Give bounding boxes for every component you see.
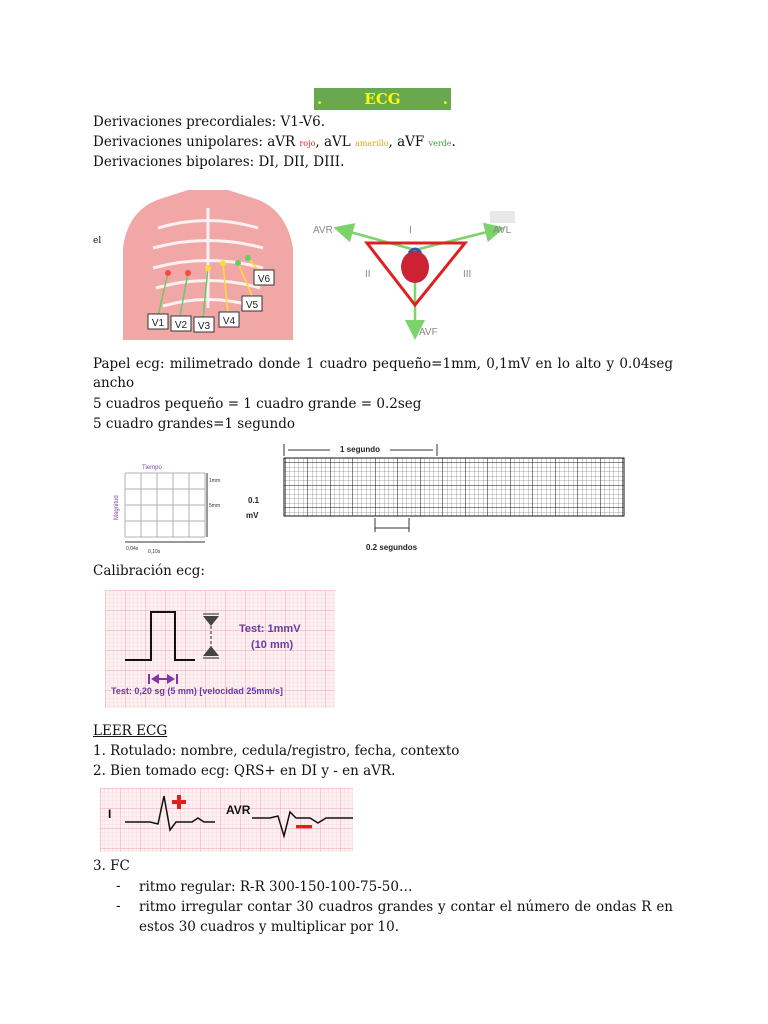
small-grid-right-top: 1mm [209,478,221,484]
ecg-strip-figure [100,788,353,852]
large-grid-bottom: 0.2 segundos [366,543,418,552]
label-lead-ii: II [365,269,371,280]
unipolar-end: . [451,134,456,150]
avl-color: amarillo [355,139,389,148]
chest-label-v2: V2 [174,320,188,331]
read-heading: LEER ECG [93,723,168,739]
chest-side-mark: el [93,236,102,246]
calibration-figure [105,590,335,708]
chest-label-v1: V1 [151,318,165,329]
avf-color: verde [428,139,452,148]
unipolar-avl: , aVL [315,134,356,150]
small-grid-side: Magnitud [114,495,120,520]
large-grid-left-unit: mV [246,511,259,520]
strip-label-i: I [108,807,112,821]
small-grid-right-mid: 5mm [209,503,221,509]
title-text: ECG [364,90,401,108]
chest-label-v6: V6 [257,274,271,285]
calibration-heading: Calibración ecg: [93,563,205,579]
paper-line-2: 5 cuadros pequeño = 1 cuadro grande = 0.2seg [93,396,422,412]
small-grid-top: Tiempo [142,465,162,471]
read-item-1: 1. Rotulado: nombre, cedula/registro, fecha, contexto [93,743,460,759]
strip-label-avr: AVR [226,803,251,817]
title-dot-right: . [442,90,448,108]
bullet-dash-2: - [116,898,121,914]
precordial-leads: Derivaciones precordiales: V1-V6. [93,114,326,130]
fc-bullet-1: ritmo regular: R-R 300-150-100-75-50… [139,879,413,895]
paper-line-3: 5 cuadro grandes=1 segundo [93,416,296,432]
einthoven-triangle-figure [305,205,525,340]
chest-electrode-figure [118,188,298,340]
page-title [314,88,451,110]
calibration-test-bottom: Test: 0,20 sg (5 mm) [velocidad 25mm/s] [111,686,283,696]
avr-color: rojo [299,139,316,148]
fc-bullet-2: ritmo irregular contar 30 cuadros grandes y contar el número de ondas R en estos 30 cuadros y multiplicar por 10. [139,899,673,935]
chest-label-v5: V5 [245,300,259,311]
small-grid-figure [110,460,230,555]
bipolar-leads: Derivaciones bipolares: DI, DII, DIII. [93,154,345,170]
label-avl: AVL [493,225,512,236]
label-lead-i: I [409,225,412,236]
label-lead-iii: III [463,269,472,280]
small-grid-bottom-b: 0,10s [148,549,161,555]
calibration-test-1: Test: 1mmV [239,623,301,635]
chest-label-v4: V4 [222,316,236,327]
unipolar-avf: , aVF [388,134,429,150]
bullet-dash-1: - [116,878,121,894]
small-grid-bottom-a: 0,04s [126,546,139,552]
read-item-2: 2. Bien tomado ecg: QRS+ en DI y - en aVR. [93,763,396,779]
chest-label-v3: V3 [197,321,211,332]
title-dot-left: . [317,90,323,108]
calibration-test-2: (10 mm) [251,639,294,651]
paper-description: Papel ecg: milimetrado donde 1 cuadro pequeño=1mm, 0,1mV en lo alto y 0.04seg ancho [93,356,673,391]
unipolar-prefix: Derivaciones unipolares: aVR [93,134,300,150]
unipolar-leads [93,133,456,153]
large-grid-left-value: 0.1 [248,496,260,505]
label-avr: AVR [313,225,333,236]
label-avf: AVF [419,327,438,338]
large-grid-top: 1 segundo [340,445,381,454]
fc-heading: 3. FC [93,858,130,874]
large-grid-figure [240,440,630,555]
